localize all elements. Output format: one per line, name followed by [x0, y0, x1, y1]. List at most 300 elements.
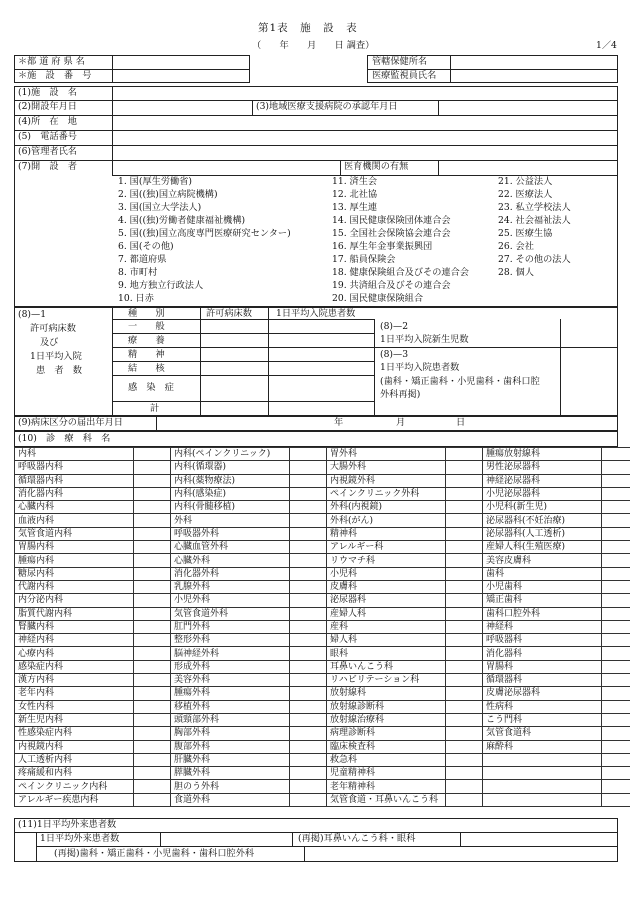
department-check-cell[interactable]	[446, 753, 483, 766]
founder-option[interactable]: 9. 地方独立行政法人	[118, 280, 204, 291]
department-name: 心臓外科	[171, 554, 290, 567]
department-name: 気管食道科	[483, 727, 602, 740]
department-check-cell[interactable]	[290, 660, 327, 673]
department-check-cell[interactable]	[290, 554, 327, 567]
department-name: 代謝内科	[15, 580, 134, 593]
department-name: 美容皮膚科	[483, 554, 602, 567]
department-name: 呼吸器科	[483, 634, 602, 647]
department-check-cell[interactable]	[602, 461, 630, 474]
department-check-cell[interactable]	[602, 753, 630, 766]
founder-option[interactable]: 23. 私立学校法人	[498, 202, 571, 213]
department-name: 小児科	[327, 567, 446, 580]
department-check-cell[interactable]	[134, 740, 171, 753]
department-name: 産科	[327, 620, 446, 633]
founder-option[interactable]: 19. 共済組合及びその連合会	[332, 280, 451, 291]
department-check-cell[interactable]	[290, 594, 327, 607]
department-name: 胆のう外科	[171, 780, 290, 793]
department-check-cell[interactable]	[290, 687, 327, 700]
department-name: 肛門外科	[171, 620, 290, 633]
department-check-cell[interactable]	[290, 514, 327, 527]
regional-approval-field[interactable]	[442, 102, 614, 113]
department-name: 女性内科	[15, 700, 134, 713]
medical-education-label: 医育機関の有無	[344, 161, 409, 172]
department-check-cell[interactable]	[446, 700, 483, 713]
bed-kind-longterm: 療 養	[128, 335, 165, 346]
inspector-label: 医療監視員氏名	[372, 70, 437, 81]
department-check-cell[interactable]	[290, 620, 327, 633]
department-check-cell[interactable]	[602, 780, 630, 793]
department-name: 呼吸器外科	[171, 527, 290, 540]
department-check-cell[interactable]	[602, 580, 630, 593]
department-check-cell[interactable]	[446, 647, 483, 660]
department-check-cell[interactable]	[134, 501, 171, 514]
founder-label: (7)開 設 者	[18, 161, 77, 172]
department-check-cell[interactable]	[134, 767, 171, 780]
department-check-cell[interactable]	[446, 713, 483, 726]
founder-option[interactable]: 8. 市町村	[118, 267, 158, 278]
department-name: 精神科	[327, 527, 446, 540]
department-check-cell[interactable]	[134, 474, 171, 487]
department-row	[15, 620, 630, 633]
outpatient-dental-field[interactable]	[308, 849, 614, 859]
department-check-cell[interactable]	[446, 514, 483, 527]
outpatient-daily-label: 1日平均外来患者数	[40, 833, 120, 844]
department-name: 呼吸器内科	[15, 461, 134, 474]
department-name: リハビリテーション科	[327, 674, 446, 687]
beds-permitted-header: 許可病床数	[206, 308, 252, 319]
department-check-cell[interactable]	[134, 607, 171, 620]
department-check-cell[interactable]	[446, 607, 483, 620]
bed-kind-psychiatric: 精 神	[128, 349, 165, 360]
phone-label: (5) 電話番号	[18, 131, 77, 142]
department-name: 小児泌尿器科	[483, 487, 602, 500]
beds-section-daily: 1日平均入院	[30, 351, 82, 362]
department-name: ペインクリニック外科	[327, 487, 446, 500]
department-name: 皮膚泌尿器科	[483, 687, 602, 700]
department-check-cell[interactable]	[290, 634, 327, 647]
department-name: 神経泌尿器科	[483, 474, 602, 487]
department-name: 泌尿器科	[327, 594, 446, 607]
department-check-cell[interactable]	[290, 527, 327, 540]
prefecture-field[interactable]	[116, 58, 246, 68]
department-name: 歯科	[483, 567, 602, 580]
founder-option[interactable]: 16. 厚生年金事業振興団	[332, 241, 433, 252]
ward-year-unit: 年	[334, 417, 344, 428]
department-name: 気管食道内科	[15, 527, 134, 540]
address-field[interactable]	[116, 117, 614, 128]
department-name: 血液内科	[15, 514, 134, 527]
department-check-cell[interactable]	[290, 541, 327, 554]
department-check-cell[interactable]	[134, 461, 171, 474]
department-name: 形成外科	[171, 660, 290, 673]
department-name: 消化器科	[483, 647, 602, 660]
address-label: (4)所 在 地	[18, 116, 77, 127]
department-name	[483, 753, 602, 766]
department-check-cell[interactable]	[446, 780, 483, 793]
prefecture-label: ＊都 道 府 県 名	[18, 56, 85, 67]
departments-table	[14, 447, 630, 807]
department-check-cell[interactable]	[602, 727, 630, 740]
manager-name-label: (6)管理者氏名	[18, 146, 77, 157]
department-check-cell[interactable]	[446, 501, 483, 514]
department-check-cell[interactable]	[290, 713, 327, 726]
department-check-cell[interactable]	[290, 580, 327, 593]
department-name: 心臓内科	[15, 501, 134, 514]
department-name: 大腸外科	[327, 461, 446, 474]
department-check-cell[interactable]	[602, 501, 630, 514]
outpatient-dental-label: (再掲)歯科・矯正歯科・小児歯科・歯科口腔外科	[54, 848, 255, 859]
department-row	[15, 487, 630, 500]
department-name: 内科	[15, 448, 134, 461]
department-check-cell[interactable]	[602, 594, 630, 607]
department-name: 気管食道・耳鼻いんこう科	[327, 793, 446, 806]
department-row	[15, 780, 630, 793]
department-name: 腎臓内科	[15, 620, 134, 633]
form-title: 第1表 施 設 表	[258, 22, 358, 34]
department-name: 性感染症内科	[15, 727, 134, 740]
department-name: こう門科	[483, 713, 602, 726]
department-row	[15, 527, 630, 540]
department-check-cell[interactable]	[290, 700, 327, 713]
department-name: 腫瘍内科	[15, 554, 134, 567]
ward-month-unit: 月	[396, 417, 406, 428]
department-name: 小児歯科	[483, 580, 602, 593]
medical-education-field[interactable]	[442, 162, 614, 173]
department-check-cell[interactable]	[446, 767, 483, 780]
beds-avg-header: 1日平均入院患者数	[276, 308, 356, 319]
department-name: 矯正歯科	[483, 594, 602, 607]
department-name: 頭頸部外科	[171, 713, 290, 726]
department-row	[15, 501, 630, 514]
bed-kind-tuberculosis: 結 核	[128, 363, 165, 374]
bed-kind-total: 計	[150, 403, 160, 414]
department-name: 老年精神科	[327, 780, 446, 793]
founder-option[interactable]: 5. 国((独)国立高度専門医療研究センター)	[118, 228, 291, 239]
department-row	[15, 634, 630, 647]
department-check-cell[interactable]	[134, 527, 171, 540]
department-check-cell[interactable]	[602, 541, 630, 554]
founder-option[interactable]: 14. 国民健康保険団体連合会	[332, 215, 451, 226]
department-check-cell[interactable]	[602, 700, 630, 713]
department-check-cell[interactable]	[134, 780, 171, 793]
department-check-cell[interactable]	[602, 554, 630, 567]
department-name: 食道外科	[171, 793, 290, 806]
facility-name-field[interactable]	[116, 88, 614, 99]
founder-option[interactable]: 11. 済生会	[332, 176, 378, 187]
department-check-cell[interactable]	[602, 567, 630, 580]
outpatient-ent-eye-field[interactable]	[464, 834, 614, 844]
department-check-cell[interactable]	[602, 514, 630, 527]
department-check-cell[interactable]	[602, 474, 630, 487]
department-check-cell[interactable]	[602, 448, 630, 461]
department-name: 新生児内科	[15, 713, 134, 726]
department-check-cell[interactable]	[446, 487, 483, 500]
dental-label: 1日平均入院患者数	[380, 362, 460, 373]
department-check-cell[interactable]	[134, 634, 171, 647]
department-name: 小児科(新生児)	[483, 501, 602, 514]
department-name: 胃腸内科	[15, 541, 134, 554]
department-name: 腫瘍放射線科	[483, 448, 602, 461]
department-name: ペインクリニック内科	[15, 780, 134, 793]
facility-number-label: ＊施 設 番 号	[18, 70, 92, 81]
department-name: 婦人科	[327, 634, 446, 647]
dental-section-number: (8)—3	[380, 349, 409, 360]
department-check-cell[interactable]	[134, 620, 171, 633]
beds-section-number: (8)—1	[18, 309, 47, 320]
department-name: 臨床検査科	[327, 740, 446, 753]
founder-option[interactable]: 2. 国((独)国立病院機構)	[118, 189, 218, 200]
opening-date-field[interactable]	[116, 102, 248, 113]
founder-option[interactable]: 20. 国民健康保険組合	[332, 293, 424, 304]
department-name: リウマチ科	[327, 554, 446, 567]
department-check-cell[interactable]	[602, 607, 630, 620]
departments-label: (10) 診 療 科 名	[18, 433, 111, 444]
manager-name-field[interactable]	[116, 147, 614, 158]
founder-option[interactable]: 21. 公益法人	[498, 176, 553, 187]
department-name: アレルギー科	[327, 541, 446, 554]
department-check-cell[interactable]	[602, 660, 630, 673]
founder-option[interactable]: 6. 国(その他)	[118, 241, 174, 252]
founder-option[interactable]: 13. 厚生連	[332, 202, 378, 213]
department-check-cell[interactable]	[134, 514, 171, 527]
founder-option[interactable]: 1. 国(厚生労働省)	[118, 176, 192, 187]
department-check-cell[interactable]	[446, 461, 483, 474]
department-name: 乳腺外科	[171, 580, 290, 593]
department-row	[15, 607, 630, 620]
department-name: 泌尿器科(不妊治療)	[483, 514, 602, 527]
department-name: 放射線診断科	[327, 700, 446, 713]
newborn-section-number: (8)—2	[380, 321, 409, 332]
department-row	[15, 554, 630, 567]
department-check-cell[interactable]	[602, 634, 630, 647]
department-row	[15, 647, 630, 660]
health-center-label: 管轄保健所名	[372, 56, 428, 67]
department-check-cell[interactable]	[134, 541, 171, 554]
department-check-cell[interactable]	[290, 607, 327, 620]
department-check-cell[interactable]	[290, 753, 327, 766]
department-check-cell[interactable]	[446, 541, 483, 554]
department-name: 麻酔科	[483, 740, 602, 753]
beds-section-and: 及び	[40, 337, 59, 348]
department-check-cell[interactable]	[134, 687, 171, 700]
founder-option[interactable]: 24. 社会福祉法人	[498, 215, 571, 226]
department-check-cell[interactable]	[446, 727, 483, 740]
department-check-cell[interactable]	[602, 487, 630, 500]
founder-option[interactable]: 3. 国(国立大学法人)	[118, 202, 202, 213]
department-name: 外科(がん)	[327, 514, 446, 527]
department-name: 放射線科	[327, 687, 446, 700]
department-name: 内科(骨髄移植)	[171, 501, 290, 514]
department-name: 腫瘍外科	[171, 687, 290, 700]
department-check-cell[interactable]	[134, 487, 171, 500]
facility-name-label: (1)施 設 名	[18, 87, 77, 98]
department-check-cell[interactable]	[134, 567, 171, 580]
department-check-cell[interactable]	[134, 660, 171, 673]
department-check-cell[interactable]	[290, 448, 327, 461]
founder-option[interactable]: 27. その他の法人	[498, 254, 571, 265]
health-center-field[interactable]	[454, 58, 614, 68]
department-check-cell[interactable]	[134, 727, 171, 740]
founder-option[interactable]: 17. 船員保険会	[332, 254, 396, 265]
beds-section-patients: 患 者 数	[36, 365, 82, 376]
department-name: 美容外科	[171, 674, 290, 687]
department-check-cell[interactable]	[290, 767, 327, 780]
department-check-cell[interactable]	[602, 620, 630, 633]
founder-option[interactable]: 10. 日赤	[118, 293, 154, 304]
outpatient-label: (11)1日平均外来患者数	[18, 819, 117, 830]
department-name: 内視鏡内科	[15, 740, 134, 753]
department-check-cell[interactable]	[446, 448, 483, 461]
department-row	[15, 767, 630, 780]
founder-option[interactable]: 15. 全国社会保険協会連合会	[332, 228, 451, 239]
department-name: 内科(薬物療法)	[171, 474, 290, 487]
department-name: 心臓血管外科	[171, 541, 290, 554]
department-check-cell[interactable]	[446, 567, 483, 580]
dental-sub1: (歯科・矯正歯科・小児歯科・歯科口腔	[380, 376, 540, 387]
department-row	[15, 594, 630, 607]
department-check-cell[interactable]	[602, 713, 630, 726]
department-name	[483, 780, 602, 793]
department-name: 救急科	[327, 753, 446, 766]
department-check-cell[interactable]	[446, 740, 483, 753]
department-check-cell[interactable]	[602, 647, 630, 660]
department-row	[15, 567, 630, 580]
department-check-cell[interactable]	[602, 793, 630, 806]
department-check-cell[interactable]	[134, 580, 171, 593]
department-check-cell[interactable]	[446, 674, 483, 687]
opening-date-label: (2)開設年月日	[18, 101, 77, 112]
department-name: 老年内科	[15, 687, 134, 700]
department-name: 腹部外科	[171, 740, 290, 753]
department-check-cell[interactable]	[290, 474, 327, 487]
department-check-cell[interactable]	[290, 567, 327, 580]
department-row	[15, 713, 630, 726]
founder-option[interactable]: 28. 個人	[498, 267, 534, 278]
department-check-cell[interactable]	[446, 634, 483, 647]
dental-sub2: 外科再掲)	[380, 389, 421, 400]
department-name: 消化器外科	[171, 567, 290, 580]
facility-number-field[interactable]	[116, 72, 246, 82]
department-check-cell[interactable]	[290, 461, 327, 474]
department-check-cell[interactable]	[446, 660, 483, 673]
department-check-cell[interactable]	[290, 780, 327, 793]
department-name: 糖尿内科	[15, 567, 134, 580]
department-name: 眼科	[327, 647, 446, 660]
department-check-cell[interactable]	[602, 740, 630, 753]
founder-option[interactable]: 18. 健康保険組合及びその連合会	[332, 267, 469, 278]
bed-kind-general: 一 般	[128, 321, 165, 332]
department-name: 脂質代謝内科	[15, 607, 134, 620]
department-check-cell[interactable]	[602, 527, 630, 540]
department-row	[15, 541, 630, 554]
beds-kind-header: 種 別	[128, 308, 165, 319]
department-name: 脳神経外科	[171, 647, 290, 660]
department-name: 内分泌内科	[15, 594, 134, 607]
founder-option[interactable]: 12. 北社協	[332, 189, 378, 200]
founder-option[interactable]: 4. 国((独)労働者健康福祉機構)	[118, 215, 246, 226]
department-check-cell[interactable]	[290, 674, 327, 687]
founder-option[interactable]: 22. 医療法人	[498, 189, 553, 200]
outpatient-ent-eye-label: (再掲)耳鼻いんこう科・眼科	[298, 833, 416, 844]
department-name: 心療内科	[15, 647, 134, 660]
department-name: 小児外科	[171, 594, 290, 607]
department-name: 疼痛緩和内科	[15, 767, 134, 780]
inspector-field[interactable]	[454, 72, 614, 82]
department-name: 歯科口腔外科	[483, 607, 602, 620]
department-check-cell[interactable]	[134, 674, 171, 687]
department-row	[15, 700, 630, 713]
founder-option[interactable]: 7. 都道府県	[118, 254, 167, 265]
department-name	[483, 793, 602, 806]
department-name: 産婦人科(生殖医療)	[483, 541, 602, 554]
survey-date-line: （ 年 月 日 調査）	[252, 40, 375, 51]
department-check-cell[interactable]	[446, 793, 483, 806]
department-name: 性病科	[483, 700, 602, 713]
department-check-cell[interactable]	[290, 487, 327, 500]
department-check-cell[interactable]	[446, 527, 483, 540]
department-check-cell[interactable]	[134, 700, 171, 713]
department-check-cell[interactable]	[446, 687, 483, 700]
department-check-cell[interactable]	[446, 474, 483, 487]
department-row	[15, 687, 630, 700]
department-check-cell[interactable]	[134, 448, 171, 461]
department-name: 内科(循環器)	[171, 461, 290, 474]
phone-field[interactable]	[116, 132, 614, 143]
department-name: 放射線治療科	[327, 713, 446, 726]
department-row	[15, 753, 630, 766]
department-row	[15, 793, 630, 806]
department-name: 感染症内科	[15, 660, 134, 673]
department-name: アレルギー疾患内科	[15, 793, 134, 806]
department-check-cell[interactable]	[290, 727, 327, 740]
department-name: 整形外科	[171, 634, 290, 647]
department-check-cell[interactable]	[290, 501, 327, 514]
department-name: 外科(内視鏡)	[327, 501, 446, 514]
department-name: 耳鼻いんこう科	[327, 660, 446, 673]
department-check-cell[interactable]	[134, 753, 171, 766]
department-name: 泌尿器科(人工透析)	[483, 527, 602, 540]
department-row	[15, 580, 630, 593]
department-check-cell[interactable]	[602, 687, 630, 700]
department-check-cell[interactable]	[602, 674, 630, 687]
department-check-cell[interactable]	[446, 594, 483, 607]
founder-option[interactable]: 26. 会社	[498, 241, 534, 252]
department-check-cell[interactable]	[446, 580, 483, 593]
department-check-cell[interactable]	[446, 554, 483, 567]
department-check-cell[interactable]	[290, 647, 327, 660]
department-name: 病理診断科	[327, 727, 446, 740]
ward-day-unit: 日	[456, 417, 466, 428]
department-check-cell[interactable]	[134, 713, 171, 726]
department-name: 児童精神科	[327, 767, 446, 780]
department-check-cell[interactable]	[290, 793, 327, 806]
department-check-cell[interactable]	[290, 740, 327, 753]
department-check-cell[interactable]	[602, 767, 630, 780]
department-check-cell[interactable]	[134, 594, 171, 607]
department-check-cell[interactable]	[446, 620, 483, 633]
department-row	[15, 514, 630, 527]
department-check-cell[interactable]	[134, 647, 171, 660]
department-name: 産婦人科	[327, 607, 446, 620]
founder-option[interactable]: 25. 医療生協	[498, 228, 553, 239]
page-number: 1／4	[596, 40, 617, 51]
department-check-cell[interactable]	[134, 793, 171, 806]
department-check-cell[interactable]	[134, 554, 171, 567]
department-name: 皮膚科	[327, 580, 446, 593]
department-name: 内科(ペインクリニック)	[171, 448, 290, 461]
outpatient-daily-field[interactable]	[164, 834, 288, 844]
department-name: 神経内科	[15, 634, 134, 647]
